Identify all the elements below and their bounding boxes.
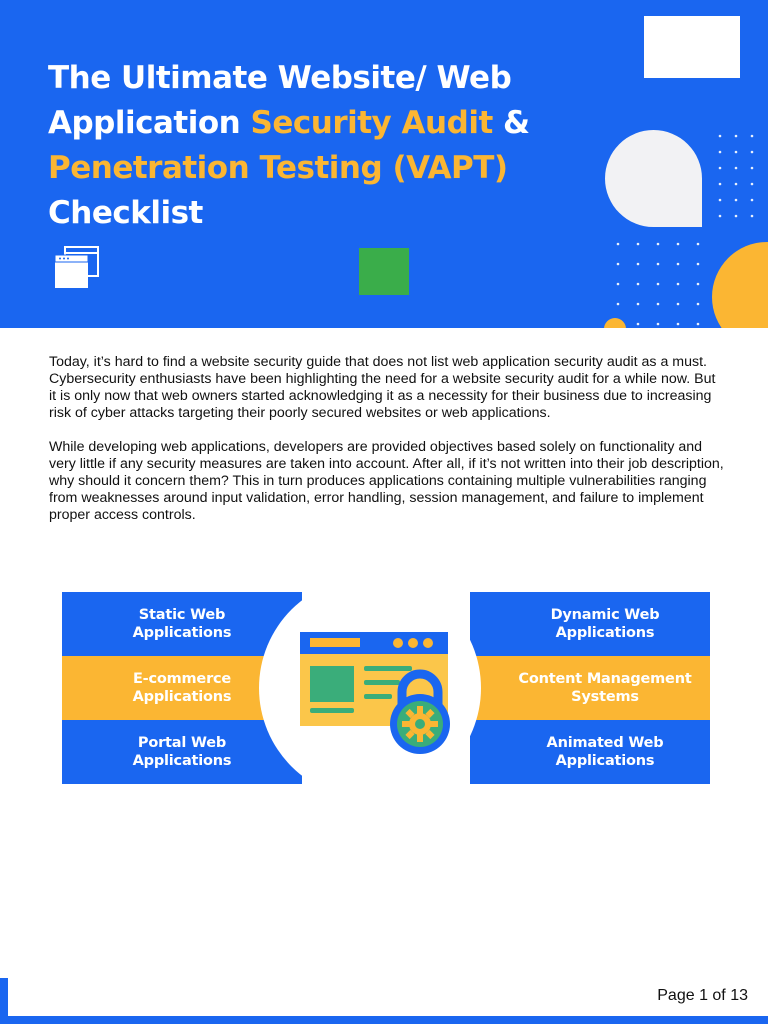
footer-accent-bottom <box>0 1016 768 1024</box>
decor-green-square <box>359 248 409 295</box>
label-ecommerce: E-commerce Applications <box>132 671 232 705</box>
label-static-web: Static Web Applications <box>132 607 232 641</box>
decor-dot-grid-upper <box>700 132 768 227</box>
band-cms <box>470 656 710 720</box>
title-part-1: The Ultimate Website/ Web Application <box>48 60 512 141</box>
label-cms: Content Management Systems <box>518 671 692 705</box>
band-animated-web <box>470 720 710 784</box>
label-animated-web: Animated Web Applications <box>546 735 664 769</box>
page-title <box>48 56 568 236</box>
page-number: Page 1 of 13 <box>657 987 748 1004</box>
title-part-2: Security Audit <box>250 105 493 141</box>
intro-paragraph-1: Today, it’s hard to find a website security guide that does not list web application security audit as a must. Cybersecurity enthusiasts have been highlighting the need for a website security audit for a while now. But it is only now that web owners started acknowledging it as a necessity for their business due to increasing risk of cyber attacks targeting their poorly secured websites or web applications. <box>49 354 716 421</box>
band-portal-web <box>62 720 302 784</box>
label-portal-web: Portal Web Applications <box>132 735 232 769</box>
intro-paragraph-2: While developing web applications, developers are provided objectives based solely on functionality and very little if any security measures are taken into account. After all, if it’s not written into their job description, why should it concern them? This in turn produces applications containing multiple vulnerabilities ranging from weaknesses around input validation, error handling, session management, and failure to implement proper access controls. <box>49 439 724 523</box>
browser-windows-icon <box>54 246 100 290</box>
decor-yellow-half-circle <box>712 242 768 328</box>
header-banner <box>0 0 768 328</box>
title-part-4: Penetration Testing (VAPT) <box>48 150 508 186</box>
title-part-3: & <box>492 105 530 141</box>
secure-web-app-lock-icon <box>294 622 454 762</box>
decor-white-rectangle <box>644 16 740 78</box>
title-part-5: Checklist <box>48 195 203 231</box>
intro-text <box>49 354 725 541</box>
decor-dot-grid-lower <box>612 240 712 328</box>
label-dynamic-web: Dynamic Web Applications <box>550 607 660 641</box>
band-dynamic-web <box>470 592 710 656</box>
decor-speech-drop-shape <box>605 130 702 227</box>
application-types-infographic <box>62 592 710 784</box>
